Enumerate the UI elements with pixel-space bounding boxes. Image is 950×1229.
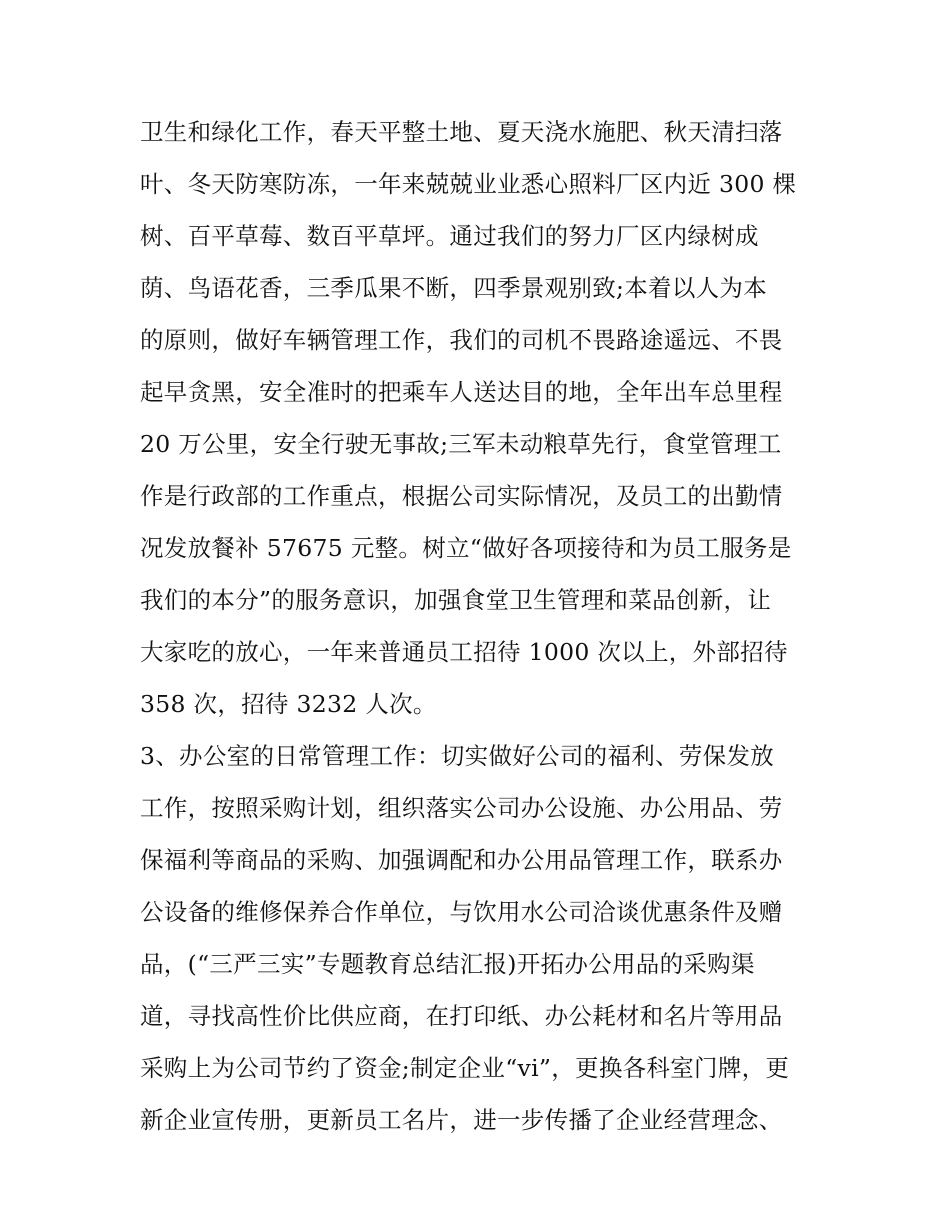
text-line: 我们的本分”的服务意识，加强食堂卫生管理和菜品创新，让	[140, 586, 772, 614]
text-line: 荫、鸟语花香，三季瓜果不断，四季景观别致;本着以人为本	[140, 274, 768, 302]
text-line: 品，(“三严三实”专题教育总结汇报)开拓办公用品的采购渠	[140, 950, 755, 978]
body-text	[140, 106, 820, 1146]
section-heading-line: 3、办公室的日常管理工作：切实做好公司的福利、劳保发放	[140, 742, 775, 770]
text-line: 树、百平草莓、数百平草坪。通过我们的努力厂区内绿树成	[140, 222, 759, 250]
text-line: 大家吃的放心，一年来普通员工招待 1000 次以上，外部招待	[140, 638, 788, 666]
text-line: 起早贪黑，安全准时的把乘车人送达目的地，全年出车总里程	[140, 378, 783, 406]
text-line: 新企业宣传册，更新员工名片，进一步传播了企业经营理念、	[140, 1106, 783, 1134]
text-line: 作是行政部的工作重点，根据公司实际情况，及员工的出勤情	[140, 482, 783, 510]
text-line: 叶、冬天防寒防冻，一年来兢兢业业悉心照料厂区内近 300 棵	[140, 170, 797, 198]
text-line: 公设备的维修保养合作单位，与饮用水公司洽谈优惠条件及赠	[140, 898, 783, 926]
text-line: 358 次，招待 3232 人次。	[140, 690, 437, 718]
text-line: 20 万公里，安全行驶无事故;三军未动粮草先行，食堂管理工	[140, 430, 782, 458]
text-line: 采购上为公司节约了资金;制定企业“vi”，更换各科室门牌，更	[140, 1054, 790, 1082]
text-line: 的原则，做好车辆管理工作，我们的司机不畏路途遥远、不畏	[140, 326, 783, 354]
text-line: 工作，按照采购计划，组织落实公司办公设施、办公用品、劳	[140, 794, 783, 822]
text-line: 况发放餐补 57675 元整。树立“做好各项接待和为员工服务是	[140, 534, 792, 562]
text-line: 道，寻找高性价比供应商，在打印纸、办公耗材和名片等用品	[140, 1002, 783, 1030]
text-line: 保福利等商品的采购、加强调配和办公用品管理工作，联系办	[140, 846, 783, 874]
text-line: 卫生和绿化工作，春天平整土地、夏天浇水施肥、秋天清扫落	[140, 118, 783, 146]
